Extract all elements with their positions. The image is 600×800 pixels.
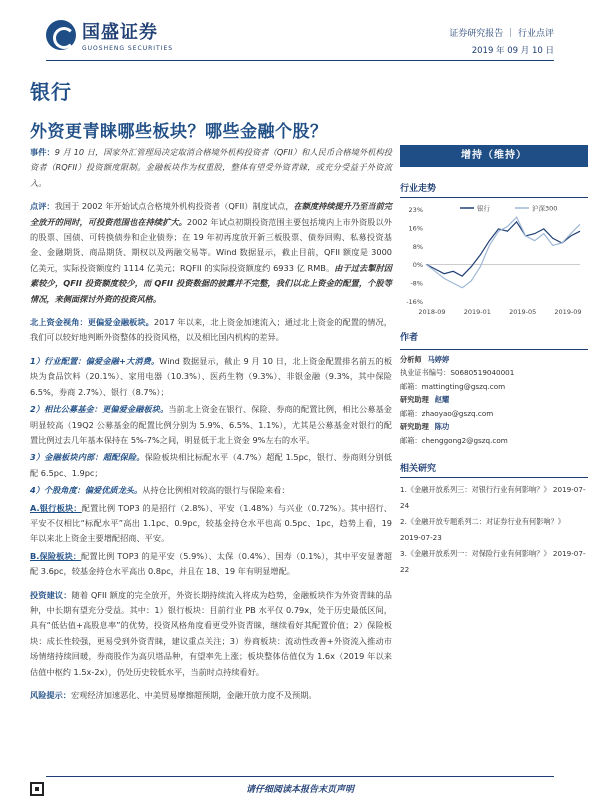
comment-lead: 点评： xyxy=(30,201,55,212)
y-tick-label: 8% xyxy=(412,242,423,251)
report-date: 2019 年 09 月 10 日 xyxy=(471,46,554,56)
main-body xyxy=(30,145,392,711)
bank-text: 配置比例 TOP3 的是招行（2.8%）、平安（1.48%）与兴业（0.72%）。其中招行、平安不仅相比“标配水平”高出 1.1pc、0.9pc，较基金持仓水平也高 0.5pc、1pc，趋势上看，19 年以来北上资金主要增配招商、平安。 xyxy=(30,502,392,544)
fund-paragraph xyxy=(30,402,392,448)
footer-divider xyxy=(46,776,554,777)
sidebar xyxy=(400,145,588,578)
bank-paragraph xyxy=(30,501,392,547)
analyst3-name: 陈功 xyxy=(434,422,450,431)
insurance-paragraph xyxy=(30,549,392,580)
related-item[interactable] xyxy=(400,546,588,578)
insurance-text: 配置比例 TOP3 的是平安（5.9%）、太保（0.4%）、国寿（0.1%），其中平安显著超配 3.6pc，较基金持仓水平高出 0.8pc，并且在 18、19 年有明显增配。 xyxy=(30,550,392,577)
related-item[interactable] xyxy=(400,482,588,514)
related-item[interactable] xyxy=(400,514,588,546)
risk-paragraph xyxy=(30,688,392,703)
series-line-0 xyxy=(426,222,580,276)
y-tick-label: -16% xyxy=(406,298,423,306)
stock-lead: 4）个股角度：偏爱优质龙头。 xyxy=(30,485,143,496)
analyst1-role: 分析师 xyxy=(400,354,422,364)
bank-lead: A.银行板块： xyxy=(30,502,82,513)
x-tick-label: 2019-09 xyxy=(554,308,582,316)
analyst1-name: 马婷婷 xyxy=(427,354,450,364)
trend-chart-svg xyxy=(400,202,588,322)
northbound-lead: 北上资金视角：更偏爱金融板块。 xyxy=(30,317,154,328)
y-tick-label: 23% xyxy=(408,206,423,214)
stock-text: 从持仓比例相对较高的银行与保险来看： xyxy=(142,485,290,496)
risk-text: 宏观经济加速恶化、中美贸易摩擦超预期，金融开放力度不及预期。 xyxy=(70,690,317,700)
y-tick-label: 0% xyxy=(412,261,423,270)
authors-block xyxy=(400,332,588,447)
rating-badge: 增持（维持） xyxy=(400,145,588,167)
footer-disclaimer: 请仔细阅读本报告末页声明 xyxy=(245,785,354,795)
event-paragraph xyxy=(30,145,392,191)
related-title[interactable]: 1.《金融开放系列三：对银行行业有何影响？》 xyxy=(400,485,551,494)
analyst3-role: 研究助理 xyxy=(400,422,429,431)
related-title[interactable]: 3.《金融开放系列一：对保险行业有何影响？》 xyxy=(400,549,551,558)
series-line-1 xyxy=(426,217,580,288)
report-type: 证券研究报告 ｜ 行业点评 xyxy=(449,29,554,39)
y-tick-label: -8% xyxy=(410,279,423,288)
company-logo xyxy=(46,18,173,52)
industry-paragraph xyxy=(30,354,392,400)
analyst2-name: 赵耀 xyxy=(434,395,450,404)
finance-text: 保险板块相比标配水平（4.7%）超配 1.5pc，银行、券商则分别低配 6.5pc、1.9pc； xyxy=(30,452,392,478)
northbound-text: 2017 年以来，北上资金加速流入；通过北上资金的配置的情况，我们可以较好地判断外资整体的投资风格，以及相比国内机构的差异。 xyxy=(30,317,392,343)
event-text: 9 月 10 日，国家外汇管理局决定取消合格境外机构投资者（QFII）和人民币合格境外机构投资者（RQFII）投资额度限制。金融板块作为权重股，整体有望受外资青睐，或充分受益于外资流入。 xyxy=(30,147,392,188)
insurance-lead: B.保险板块： xyxy=(30,550,82,561)
advice-paragraph xyxy=(30,588,392,680)
x-tick-label: 2019-01 xyxy=(463,308,491,316)
logo-icon xyxy=(46,20,76,50)
legend-label: 银行 xyxy=(477,204,490,213)
industry-text: Wind 数据显示，截止 9 月 10 日，北上资金配置排名前五的板块为食品饮料（20.1%）、家用电器（10.3%）、医药生物（9.3%）、非银金融（9.3%，其中保险 6.5%，券商 2.7%）、银行（8.7%）； xyxy=(30,355,393,397)
comment-text-a: 我国于 2002 年开始试点合格境外机构投资者（QFII）制度试点， xyxy=(54,201,294,212)
analyst1-row xyxy=(400,353,588,367)
analyst2-row xyxy=(400,393,588,407)
industry-lead: 1）行业配置：偏爱金融+大消费。 xyxy=(30,355,160,366)
related-heading: 相关研究 xyxy=(400,461,588,478)
risk-lead: 风险提示： xyxy=(30,690,71,700)
advice-lead: 投资建议： xyxy=(30,589,72,600)
related-date: 2019-07-22 xyxy=(400,549,586,574)
finance-lead: 3）金融板块内部：超配保险。 xyxy=(30,452,145,463)
related-title[interactable]: 2.《金融开放专题系列二：对证券行业有何影响？》 xyxy=(400,517,565,526)
analyst1-cert: 执业证书编号：S0680519040001 xyxy=(400,368,515,377)
analyst1-email[interactable]: 邮箱：mattingting@gszq.com xyxy=(400,381,506,391)
sector-title: 银行 xyxy=(30,80,72,104)
header-divider xyxy=(46,60,554,61)
comment-text-c: 2002 年试点初期投资范围主要包括境内上市外资股以外的股票、国债、可转换债券和企业债券；在 19 年初再度放开新三板股票、债券回购、私募投资基金、金融期货、商品期货、期权以及两融交易等。Wind 数据显示，截止目前，QFII 额度是 3000 亿美元，实际投资额度约 1114 亿美元；RQFII 的实际投资额度约 6933 亿 RMB。 xyxy=(30,216,392,273)
related-list xyxy=(400,482,588,578)
comment-text-b: 在额度持续提升乃至当前完全放开的同时，可投资范围也在持续扩大。 xyxy=(30,201,392,227)
page-header xyxy=(0,0,600,62)
legend-label: 沪深300 xyxy=(532,204,558,213)
report-title: 外资更青睐哪些板块？哪些金融个股？ xyxy=(30,122,328,142)
x-tick-label: 2018-09 xyxy=(418,308,446,316)
analyst2-email[interactable]: 邮箱：zhaoyao@gszq.com xyxy=(400,408,494,418)
advice-text: 随着 QFII 额度的完全放开，外资长期持续流入将成为趋势，金融板块作为外资青睐的品种，中长期有望充分受益。其中：1）银行板块：目前行业 PB 水平仅 0.79x，处于历史最低区间，具有“低估值+高股息率”的优势，投资风格角度看更受外资青睐，继续看好其配置价值；2）保险板块：成长性较强，更易受到外资青睐，建议重点关注；3）券商板块：流动性改善+外资流入推动市场情绪持续回暖，券商股作为高贝塔品种，有望率先上涨；板块整体估值仅为 1.6x（2019 年以来估值中枢约 1.5x-2x），仍处历史较低水平，当前时点持续看好。 xyxy=(30,589,392,677)
logo-name-cn: 国盛证券 xyxy=(82,22,158,43)
authors-heading: 作者 xyxy=(400,332,588,350)
northbound-paragraph xyxy=(30,315,392,346)
comment-paragraph xyxy=(30,199,392,307)
analyst2-role: 研究助理 xyxy=(400,395,429,404)
y-tick-label: 16% xyxy=(408,224,423,233)
x-tick-label: 2019-05 xyxy=(509,308,537,316)
analyst3-row xyxy=(400,420,588,434)
comment-text-d: 由于过去掣肘因素较少，QFII 投资额度较少，而 QFII 投资数据的披露并不完整，我们以北上资金的配置，个股等情况，来侧面探讨外资的投资风格。 xyxy=(30,262,392,304)
trend-heading: 行业走势 xyxy=(400,181,588,198)
trend-chart xyxy=(400,202,588,322)
fund-lead: 2）相比公募基金：更偏爱金融板块。 xyxy=(30,404,169,415)
related-date: 2019-07-23 xyxy=(400,533,442,542)
related-date: 2019-07-24 xyxy=(400,485,586,510)
event-lead: 事件： xyxy=(30,147,55,157)
stock-paragraph xyxy=(30,483,392,498)
analyst3-email[interactable]: 邮箱：chenggong2@gszq.com xyxy=(400,435,508,445)
fund-text: 当前北上资金在银行、保险、券商的配置比例，相比公募基金明显较高（19Q2 公募基金的配置比例分别为 5.9%、6.5%、1.1%），尤其是公募基金对银行的配置比例过去几年基本保持在 5%-7%之间，明显低于北上资金 9%左右的水平。 xyxy=(30,404,392,445)
finance-paragraph xyxy=(30,450,392,481)
logo-name-en: GUOSHENG SECURITIES xyxy=(82,45,174,52)
